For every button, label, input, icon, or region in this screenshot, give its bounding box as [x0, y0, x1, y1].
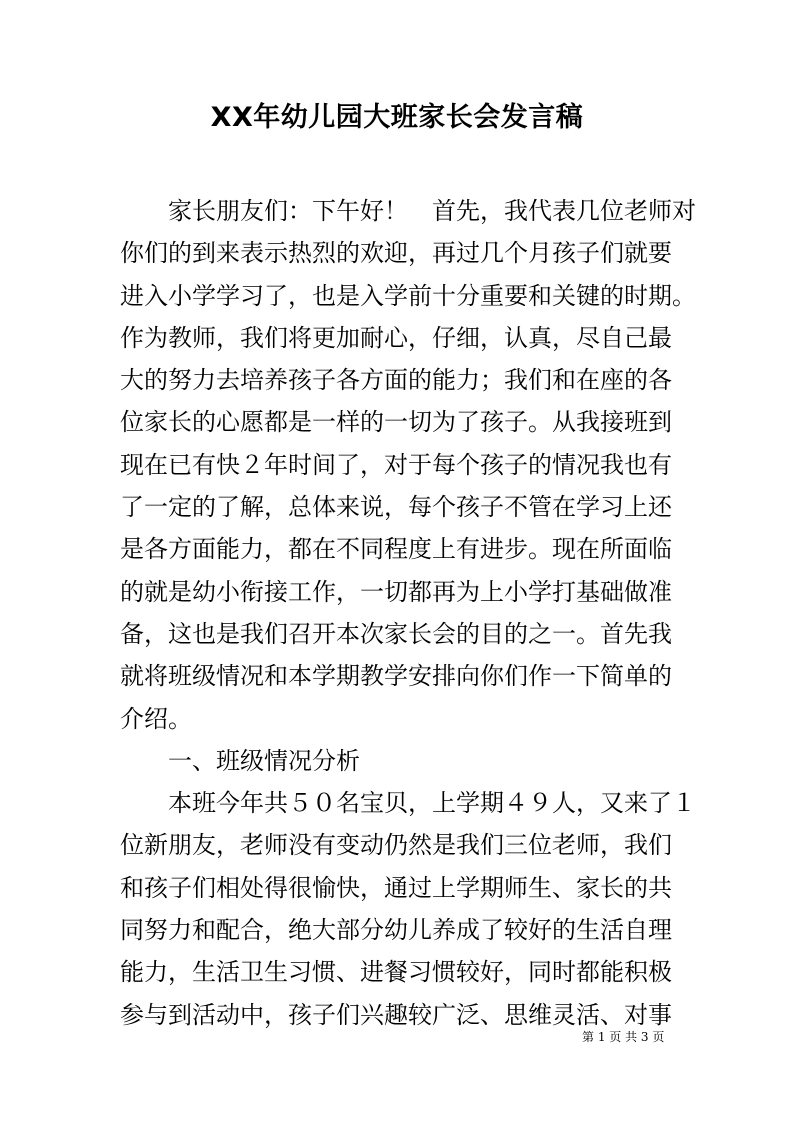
text-line: 家长朋友们：下午好！ 首先，我代表几位老师对 [120, 197, 696, 225]
page-footer: 第 1 页 共 3 页 [582, 1030, 665, 1044]
text-line: 现在已有快２年时间了，对于每个孩子的情况我也有 [120, 450, 672, 479]
section-heading: 一、班级情况分析 [120, 746, 360, 775]
page-title: XX年幼儿园大班家长会发言稿 [210, 102, 584, 133]
text-line: 进入小学学习了，也是入学前十分重要和关键的时期。 [120, 281, 696, 310]
text-line: 介绍。 [120, 704, 192, 733]
text-line: 就将班级情况和本学期教学安排向你们作一下简单的 [120, 662, 672, 691]
text-line: 本班今年共５０名宝贝，上学期４９人，又来了１ [120, 789, 696, 818]
text-line: 能力，生活卫生习惯、进餐习惯较好，同时都能积极 [120, 958, 672, 987]
text-line: 的就是幼小衔接工作，一切都再为上小学打基础做准 [120, 577, 672, 606]
text-line: 是各方面能力，都在不同程度上有进步。现在所面临 [120, 535, 672, 564]
text-line: 和孩子们相处得很愉快，通过上学期师生、家长的共 [120, 873, 672, 902]
text-line: 备，这也是我们召开本次家长会的目的之一。首先我 [120, 619, 672, 648]
text-line: 你们的到来表示热烈的欢迎，再过几个月孩子们就要 [120, 239, 672, 268]
text-line: 大的努力去培养孩子各方面的能力；我们和在座的各 [120, 366, 672, 395]
text-line: 位家长的心愿都是一样的一切为了孩子。从我接班到 [120, 408, 672, 437]
text-line: 参与到活动中，孩子们兴趣较广泛、思维灵活、对事 [120, 1000, 672, 1029]
text-line: 了一定的了解，总体来说，每个孩子不管在学习上还 [120, 493, 672, 522]
text-line: 同努力和配合，绝大部分幼儿养成了较好的生活自理 [120, 916, 672, 945]
text-line: 位新朋友，老师没有变动仍然是我们三位老师，我们 [120, 831, 672, 860]
text-line: 作为教师，我们将更加耐心，仔细，认真，尽自己最 [120, 323, 672, 352]
body-text [120, 190, 696, 1036]
